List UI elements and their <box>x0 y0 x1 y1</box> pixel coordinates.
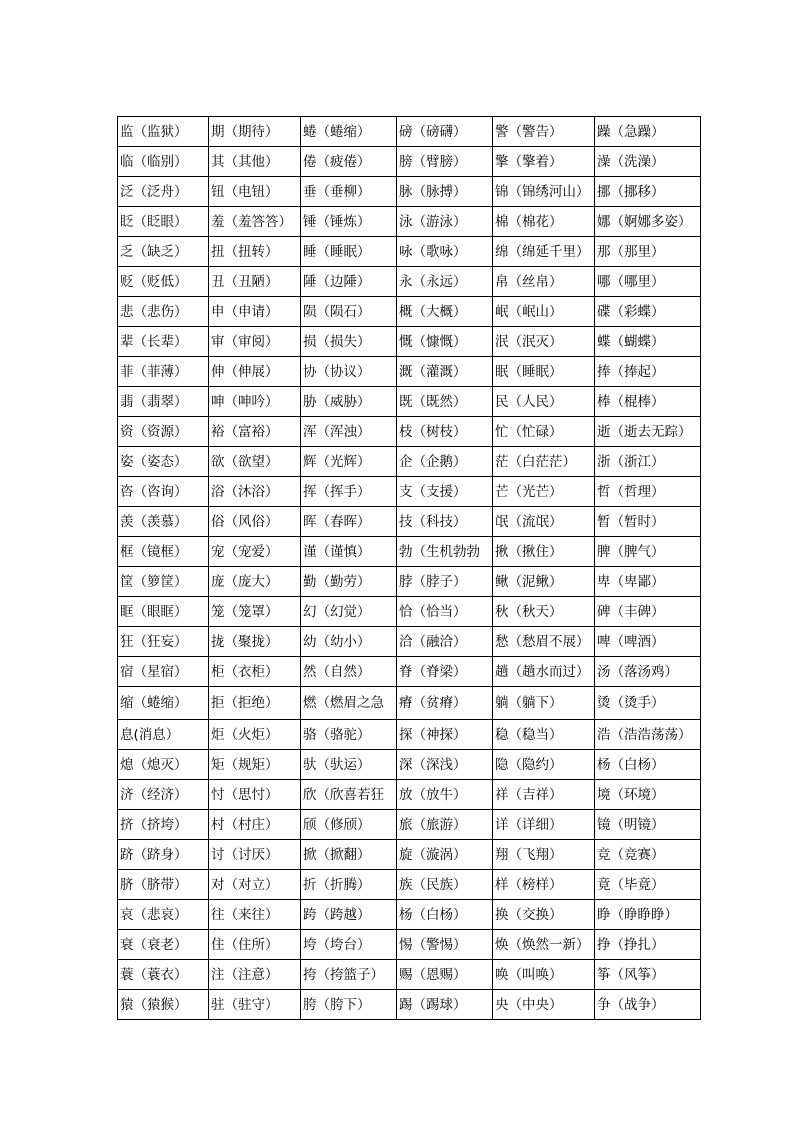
table-cell: 眶（眼眶） <box>118 597 209 627</box>
table-cell: 期（期待） <box>209 117 301 147</box>
table-cell: 秋（秋天） <box>493 597 595 627</box>
table-cell: 睁（睁睁睁） <box>595 900 701 930</box>
table-row <box>118 297 701 327</box>
table-row <box>118 960 701 990</box>
table-cell: 胁（威胁） <box>301 387 397 417</box>
table-cell: 争（战争） <box>595 990 701 1020</box>
table-cell: 民（人民） <box>493 387 595 417</box>
table-cell: 磅（磅礴） <box>397 117 493 147</box>
table-cell: 垂（垂柳） <box>301 177 397 207</box>
table-cell: 骆（骆驼） <box>301 720 397 750</box>
table-cell: 赐（恩赐） <box>397 960 493 990</box>
table-cell: 竞（竞赛） <box>595 840 701 870</box>
table-cell: 济（经济） <box>118 780 209 810</box>
table-row <box>118 900 701 930</box>
table-row <box>118 327 701 357</box>
table-cell: 俗（风俗） <box>209 507 301 537</box>
table-cell: 挥（挥手） <box>301 477 397 507</box>
table-cell: 隐（隐约） <box>493 750 595 780</box>
table-row <box>118 207 701 237</box>
table-cell: 既（既然） <box>397 387 493 417</box>
table-cell: 膀（臂膀） <box>397 147 493 177</box>
table-cell: 勤（勤劳） <box>301 567 397 597</box>
table-cell: 央（中央） <box>493 990 595 1020</box>
table-row <box>118 447 701 477</box>
table-cell: 竟（毕竟） <box>595 870 701 900</box>
table-cell: 旋（漩涡） <box>397 840 493 870</box>
table-cell: 对（对立） <box>209 870 301 900</box>
table-cell: 息(消息） <box>118 720 209 750</box>
table-cell: 脊（脊梁） <box>397 657 493 687</box>
table-cell: 欣（欣喜若狂 <box>301 780 397 810</box>
table-cell: 踢（踢球） <box>397 990 493 1020</box>
table-cell: 探（神探） <box>397 720 493 750</box>
table-cell: 咨（咨询） <box>118 477 209 507</box>
table-cell: 浙（浙江） <box>595 447 701 477</box>
table-cell: 申（申请） <box>209 297 301 327</box>
table-cell: 蜷（蜷缩） <box>301 117 397 147</box>
table-cell: 棉（棉花） <box>493 207 595 237</box>
table-cell: 晖（春晖） <box>301 507 397 537</box>
table-cell: 拒（拒绝） <box>209 687 301 720</box>
table-cell: 浑（浑浊） <box>301 417 397 447</box>
table-cell: 辉（光辉） <box>301 447 397 477</box>
table-cell: 燃（燃眉之急 <box>301 687 397 720</box>
table-cell: 羡（羡慕） <box>118 507 209 537</box>
table-cell: 筝（风筝） <box>595 960 701 990</box>
table-cell: 宠（宠爱） <box>209 537 301 567</box>
table-row <box>118 117 701 147</box>
table-cell: 扭（扭转） <box>209 237 301 267</box>
table-cell: 澡（洗澡） <box>595 147 701 177</box>
table-cell: 呻（呻吟） <box>209 387 301 417</box>
table-cell: 熄（熄灭） <box>118 750 209 780</box>
table-row <box>118 177 701 207</box>
table-cell: 溉（灌溉） <box>397 357 493 387</box>
table-cell: 驮（驮运） <box>301 750 397 780</box>
table-cell: 笼（笼罩） <box>209 597 301 627</box>
table-cell: 悲（悲伤） <box>118 297 209 327</box>
table-row <box>118 720 701 750</box>
table-cell: 跻（跻身） <box>118 840 209 870</box>
table-cell: 焕（焕然一新） <box>493 930 595 960</box>
table-cell: 讨（讨厌） <box>209 840 301 870</box>
table-cell: 支（支援） <box>397 477 493 507</box>
table-cell: 庞（庞大） <box>209 567 301 597</box>
table-cell: 挤（挤垮） <box>118 810 209 840</box>
table-cell: 翔（飞翔） <box>493 840 595 870</box>
table-cell: 忖（思忖） <box>209 780 301 810</box>
table-cell: 村（村庄） <box>209 810 301 840</box>
table-cell: 愁（愁眉不展） <box>493 627 595 657</box>
table-row <box>118 750 701 780</box>
table-cell: 放（放牛） <box>397 780 493 810</box>
table-cell: 伸（伸展） <box>209 357 301 387</box>
table-cell: 蓑（蓑衣） <box>118 960 209 990</box>
table-cell: 卑（卑鄙） <box>595 567 701 597</box>
vocabulary-table-body <box>118 117 701 1020</box>
table-cell: 永（永远） <box>397 267 493 297</box>
table-cell: 颀（修颀） <box>301 810 397 840</box>
table-cell: 姿（姿态） <box>118 447 209 477</box>
table-cell: 跨（跨越） <box>301 900 397 930</box>
table-row <box>118 267 701 297</box>
table-cell: 惕（警惕） <box>397 930 493 960</box>
table-cell: 乏（缺乏） <box>118 237 209 267</box>
table-cell: 棒（棍棒） <box>595 387 701 417</box>
table-cell: 猿（猿猴） <box>118 990 209 1020</box>
table-cell: 其（其他） <box>209 147 301 177</box>
table-cell: 唤（叫唤） <box>493 960 595 990</box>
table-cell: 帛（丝帛） <box>493 267 595 297</box>
table-cell: 捧（捧起） <box>595 357 701 387</box>
table-cell: 洽（融洽） <box>397 627 493 657</box>
table-row <box>118 930 701 960</box>
table-cell: 企（企鹅） <box>397 447 493 477</box>
table-cell: 监（监狱） <box>118 117 209 147</box>
table-cell: 杨（白杨） <box>397 900 493 930</box>
table-cell: 躺（躺下） <box>493 687 595 720</box>
table-cell: 陨（陨石） <box>301 297 397 327</box>
table-cell: 芒（光芒） <box>493 477 595 507</box>
table-cell: 矩（规矩） <box>209 750 301 780</box>
table-cell: 那（那里） <box>595 237 701 267</box>
table-cell: 哪（哪里） <box>595 267 701 297</box>
table-cell: 资（资源） <box>118 417 209 447</box>
table-row <box>118 147 701 177</box>
table-cell: 祥（吉祥） <box>493 780 595 810</box>
table-cell: 协（协议） <box>301 357 397 387</box>
table-cell: 狂（狂妄） <box>118 627 209 657</box>
table-cell: 锤（锤炼） <box>301 207 397 237</box>
table-cell: 临（临别） <box>118 147 209 177</box>
table-cell: 氓（流氓） <box>493 507 595 537</box>
table-row <box>118 840 701 870</box>
table-cell: 逝（逝去无踪） <box>595 417 701 447</box>
table-cell: 啤（啤酒） <box>595 627 701 657</box>
table-cell: 杨（白杨） <box>595 750 701 780</box>
table-cell: 拢（聚拢） <box>209 627 301 657</box>
table-cell: 贬（贬低） <box>118 267 209 297</box>
table-cell: 镜（明镜） <box>595 810 701 840</box>
table-cell: 恰（恰当） <box>397 597 493 627</box>
table-cell: 茫（白茫茫） <box>493 447 595 477</box>
table-cell: 枝（树枝） <box>397 417 493 447</box>
table-cell: 擎（擎着） <box>493 147 595 177</box>
table-cell: 驻（驻守） <box>209 990 301 1020</box>
table-cell: 锦（锦绣河山） <box>493 177 595 207</box>
table-cell: 换（交换） <box>493 900 595 930</box>
table-row <box>118 417 701 447</box>
table-cell: 谨（谨慎） <box>301 537 397 567</box>
table-cell: 挣（挣扎） <box>595 930 701 960</box>
table-cell: 碑（丰碑） <box>595 597 701 627</box>
table-row <box>118 657 701 687</box>
table-row <box>118 477 701 507</box>
table-cell: 炬（火炬） <box>209 720 301 750</box>
table-cell: 泛（泛舟） <box>118 177 209 207</box>
table-cell: 境（环境） <box>595 780 701 810</box>
table-cell: 钮（电钮） <box>209 177 301 207</box>
table-row <box>118 870 701 900</box>
table-cell: 瘠（贫瘠） <box>397 687 493 720</box>
table-cell: 欲（欲望） <box>209 447 301 477</box>
table-cell: 胯（胯下） <box>301 990 397 1020</box>
table-cell: 衰（衰老） <box>118 930 209 960</box>
table-cell: 稳（稳当） <box>493 720 595 750</box>
table-cell: 咏（歌咏） <box>397 237 493 267</box>
table-cell: 垮（垮台） <box>301 930 397 960</box>
table-cell: 住（住所） <box>209 930 301 960</box>
table-cell: 睡（睡眠） <box>301 237 397 267</box>
table-cell: 辈（长辈） <box>118 327 209 357</box>
table-cell: 娜（婀娜多姿） <box>595 207 701 237</box>
table-cell: 族（民族） <box>397 870 493 900</box>
table-cell: 暂（暂时） <box>595 507 701 537</box>
table-cell: 框（镜框） <box>118 537 209 567</box>
table-cell: 哲（哲理） <box>595 477 701 507</box>
table-cell: 鳅（泥鳅） <box>493 567 595 597</box>
table-cell: 眠（睡眠） <box>493 357 595 387</box>
table-cell: 警（警告） <box>493 117 595 147</box>
table-row <box>118 237 701 267</box>
table-cell: 碟（彩蝶） <box>595 297 701 327</box>
table-row <box>118 387 701 417</box>
table-cell: 慨（慷慨） <box>397 327 493 357</box>
table-cell: 损（损失） <box>301 327 397 357</box>
table-cell: 审（审阅） <box>209 327 301 357</box>
table-row <box>118 597 701 627</box>
table-cell: 挪（挪移） <box>595 177 701 207</box>
table-cell: 脐（脐带） <box>118 870 209 900</box>
table-cell: 菲（菲薄） <box>118 357 209 387</box>
table-cell: 倦（疲倦） <box>301 147 397 177</box>
table-cell: 缩（蜷缩） <box>118 687 209 720</box>
table-cell: 烫（烫手） <box>595 687 701 720</box>
table-row <box>118 567 701 597</box>
table-cell: 泯（泯灭） <box>493 327 595 357</box>
table-cell: 深（深浅） <box>397 750 493 780</box>
table-cell: 翡（翡翠） <box>118 387 209 417</box>
table-cell: 往（来往） <box>209 900 301 930</box>
table-cell: 然（自然） <box>301 657 397 687</box>
vocabulary-table <box>117 116 701 1020</box>
table-cell: 幻（幻觉） <box>301 597 397 627</box>
table-cell: 柜（衣柜） <box>209 657 301 687</box>
table-cell: 趟（趟水而过） <box>493 657 595 687</box>
table-row <box>118 687 701 720</box>
table-cell: 汤（落汤鸡） <box>595 657 701 687</box>
table-row <box>118 627 701 657</box>
table-row <box>118 537 701 567</box>
table-cell: 注（注意） <box>209 960 301 990</box>
table-cell: 样（榜样） <box>493 870 595 900</box>
table-cell: 躁（急躁） <box>595 117 701 147</box>
table-cell: 浴（沐浴） <box>209 477 301 507</box>
table-cell: 脉（脉搏） <box>397 177 493 207</box>
table-cell: 哀（悲哀） <box>118 900 209 930</box>
table-cell: 眨（眨眼） <box>118 207 209 237</box>
table-cell: 泳（游泳） <box>397 207 493 237</box>
table-cell: 脖（脖子） <box>397 567 493 597</box>
table-cell: 挎（挎篮子） <box>301 960 397 990</box>
table-cell: 概（大概） <box>397 297 493 327</box>
table-row <box>118 990 701 1020</box>
table-cell: 忙（忙碌） <box>493 417 595 447</box>
table-cell: 丑（丑陋） <box>209 267 301 297</box>
table-cell: 裕（富裕） <box>209 417 301 447</box>
table-cell: 脾（脾气） <box>595 537 701 567</box>
table-cell: 掀（掀翻） <box>301 840 397 870</box>
table-row <box>118 357 701 387</box>
table-cell: 浩（浩浩荡荡） <box>595 720 701 750</box>
table-cell: 揪（揪住） <box>493 537 595 567</box>
table-cell: 筐（箩筐） <box>118 567 209 597</box>
table-cell: 陲（边陲） <box>301 267 397 297</box>
table-cell: 幼（幼小） <box>301 627 397 657</box>
table-cell: 折（折腾） <box>301 870 397 900</box>
table-cell: 详（详细） <box>493 810 595 840</box>
table-cell: 技（科技） <box>397 507 493 537</box>
table-cell: 羞（羞答答） <box>209 207 301 237</box>
table-cell: 蝶（蝴蝶） <box>595 327 701 357</box>
table-cell: 绵（绵延千里） <box>493 237 595 267</box>
table-cell: 旅（旅游） <box>397 810 493 840</box>
table-row <box>118 507 701 537</box>
table-cell: 岷（岷山） <box>493 297 595 327</box>
table-cell: 勃（生机勃勃 <box>397 537 493 567</box>
table-cell: 宿（星宿） <box>118 657 209 687</box>
table-row <box>118 810 701 840</box>
table-row <box>118 780 701 810</box>
